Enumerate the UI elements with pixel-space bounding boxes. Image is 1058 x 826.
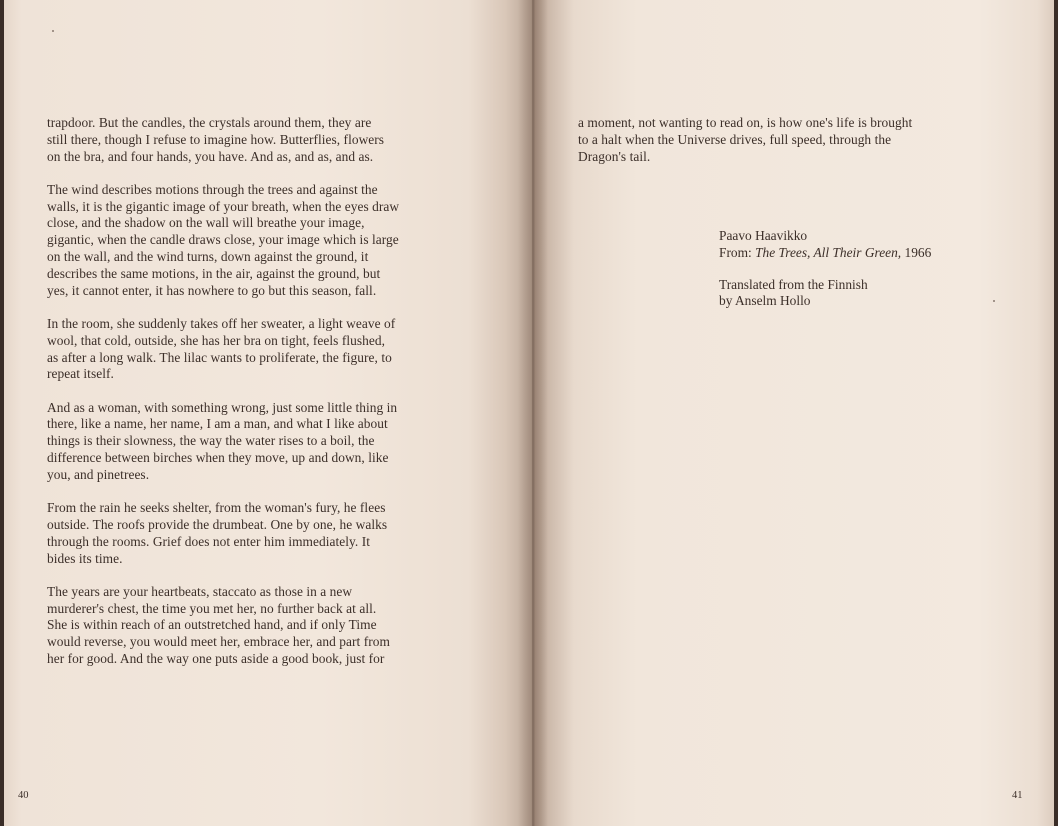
translator-name: by Anselm Hollo — [719, 293, 811, 309]
paragraph: In the room, she suddenly takes off her sweater, a light weave of wool, that cold, outside, she has her bra on tight, feels flushed, as after a long walk. The lilac wants to proliferate, the figure, to repeat itself. — [47, 315, 396, 382]
paragraph: And as a woman, with something wrong, just some little thing in there, like a name, her name, I am a man, and what I like about things is their slowness, the way the water rises to a boil, the difference between birches when they move, up and down, like you, and pinetrees. — [47, 399, 398, 482]
page-number-left: 40 — [18, 790, 29, 801]
translation-note: Translated from the Finnish — [719, 276, 868, 292]
source-prefix: From: — [719, 244, 756, 260]
paragraph: a moment, not wanting to read on, is how one's life is brought to a halt when the Universe drives, full speed, through the Dragon's tail. — [578, 115, 913, 164]
right-edge — [1054, 0, 1058, 826]
attribution — [719, 228, 1019, 310]
publication-year: 1966 — [901, 244, 932, 260]
book-gutter — [518, 0, 548, 826]
left-edge — [0, 0, 4, 826]
paragraph: The wind describes motions through the trees and against the walls, it is the gigantic image of your breath, when the eyes draw close, and the shadow on the wall will breathe your image, gigantic, when the candle draws close, your image which is large on the wall, and the wind turns, down against the ground, it describes the same motions, in the air, against the ground, but yes, it cannot enter, it has nowhere to go but this season, fall. — [47, 181, 400, 298]
paragraph: trapdoor. But the candles, the crystals around them, they are still there, though I refuse to imagine how. Butterflies, flowers on the bra, and four hands, you have. And as, and as, and as. — [47, 115, 385, 164]
author-name: Paavo Haavikko — [719, 228, 808, 243]
paragraph: From the rain he seeks shelter, from the woman's fury, he flees outside. The roofs provide the drumbeat. One by one, he walks through the rooms. Grief does not enter him immediately. It bides its time. — [47, 500, 388, 566]
paragraph: The years are your heartbeats, staccato as those in a new murderer's chest, the time you met her, no further back at all. She is within reach of an outstretched hand, and if only Time would reverse, you would meet her, embrace her, and part from her for good. And the way one puts aside a good book, just for — [47, 583, 390, 667]
page-number-right: 41 — [1012, 790, 1023, 801]
paper-speck — [52, 30, 54, 32]
left-page-body — [47, 115, 467, 684]
book-title: The Trees, All Their Green, — [755, 244, 902, 260]
right-page-body — [578, 115, 988, 182]
source-line — [719, 245, 1019, 262]
